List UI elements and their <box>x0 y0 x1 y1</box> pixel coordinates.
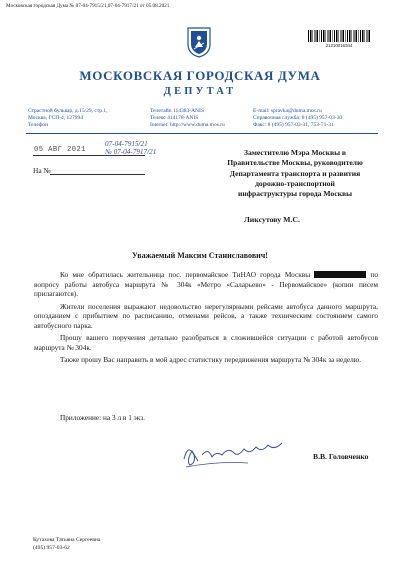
addressee-line: инфраструктуры города Москвы <box>237 189 353 199</box>
addressee-line: Правительстве Москвы, руководителю <box>227 158 363 168</box>
contact-line: Телефон <box>28 122 49 129</box>
reference-number-label: На № <box>33 166 51 175</box>
executor-name: Кутахова Татьяна Сергеевна <box>33 537 101 543</box>
organization-title: МОСКОВСКАЯ ГОРОДСКАЯ ДУМА <box>79 68 321 83</box>
body-paragraph <box>34 270 378 299</box>
reference-underline <box>50 174 145 175</box>
contacts-email-column <box>253 108 342 130</box>
addressee-name: Ликсутову М.С. <box>244 215 300 224</box>
executor-phone: (495) 957-03-62 <box>33 545 70 551</box>
body-paragraph: Прошу вашего поручения детально разобраться в сложившейся ситуации с работой автобусов маршрута № 304к. <box>34 333 378 352</box>
addressee-line: Департамента транспорта и развития <box>229 168 361 178</box>
contact-line: Страстной бульвар, д.15/29, стр.1, <box>28 108 108 114</box>
contact-line: Телекс 414178-ANIS <box>150 115 199 122</box>
attachment-note: Приложение: на 3 л в 1 экз. <box>60 413 145 422</box>
contact-line: E-mail: spravka@duma.mos.ru <box>253 108 322 114</box>
document-header-line: Московская городская Дума № 07-04-7915/21,07-04-7917/21 от 05.08.2021 <box>6 3 170 9</box>
registration-number-2: № 07-04-7917/21 <box>105 148 157 156</box>
registration-number-1: 07-04-7915/21 <box>105 140 148 148</box>
salutation: Уважаемый Максим Станиславович! <box>132 251 268 260</box>
contacts-address-column <box>28 108 108 130</box>
body-text: по вопросу работы автобуса маршрута № 304к «Метро «Саларьево» - Первомайское» (копии писем прилагаются). <box>34 270 379 298</box>
organization-subtitle: ДЕПУТАТ <box>163 86 237 97</box>
contact-line: Справочная служба: 8 (495) 957-03-30 <box>253 115 343 122</box>
letter-body <box>34 270 378 368</box>
contacts-telex-column <box>150 108 225 130</box>
body-text: Ко мне обратилась жительница пос. первомайское ТиНАО города Москвы <box>60 270 311 279</box>
addressee-line: Заместителю Мэра Москвы в <box>243 148 347 157</box>
header-divider <box>26 133 378 134</box>
moscow-coat-of-arms-icon <box>186 26 212 58</box>
signer-name: В.В. Головченко <box>313 452 369 461</box>
registration-underline <box>33 155 145 156</box>
body-paragraph: Жители поселения выражают недовольство нерегулярными рейсами автобуса данного маршрута, опозданием с прибытием по расписанию, отменами рейсов, а также техническим состоянием самого автобусного парка. <box>34 301 378 330</box>
contact-line: Телетайп 114383-ANIS <box>150 108 204 114</box>
body-paragraph: Также прошу Вас направить в мой адрес статистику передвижения маршрута № 304к за неделю. <box>60 355 362 364</box>
contact-line: Москва, ГСП-4, 127994 <box>28 115 84 122</box>
addressee-line: дорожно-транспортной <box>255 178 335 188</box>
executor-info <box>33 536 100 552</box>
redacted-block <box>314 271 366 278</box>
barcode-bars <box>308 30 370 42</box>
registration-date-stamp: 05 АВГ 2021 <box>34 146 86 154</box>
contact-line: Internet: http://www.duma.mos.ru <box>150 122 225 129</box>
registration-barcode <box>308 30 370 48</box>
addressee-block <box>200 148 390 199</box>
barcode-number: 21210016344 <box>325 43 353 48</box>
handwritten-signature <box>178 437 298 471</box>
contact-line: Факс: 8 (495) 957-03-31, 753-71-31 <box>253 122 334 129</box>
